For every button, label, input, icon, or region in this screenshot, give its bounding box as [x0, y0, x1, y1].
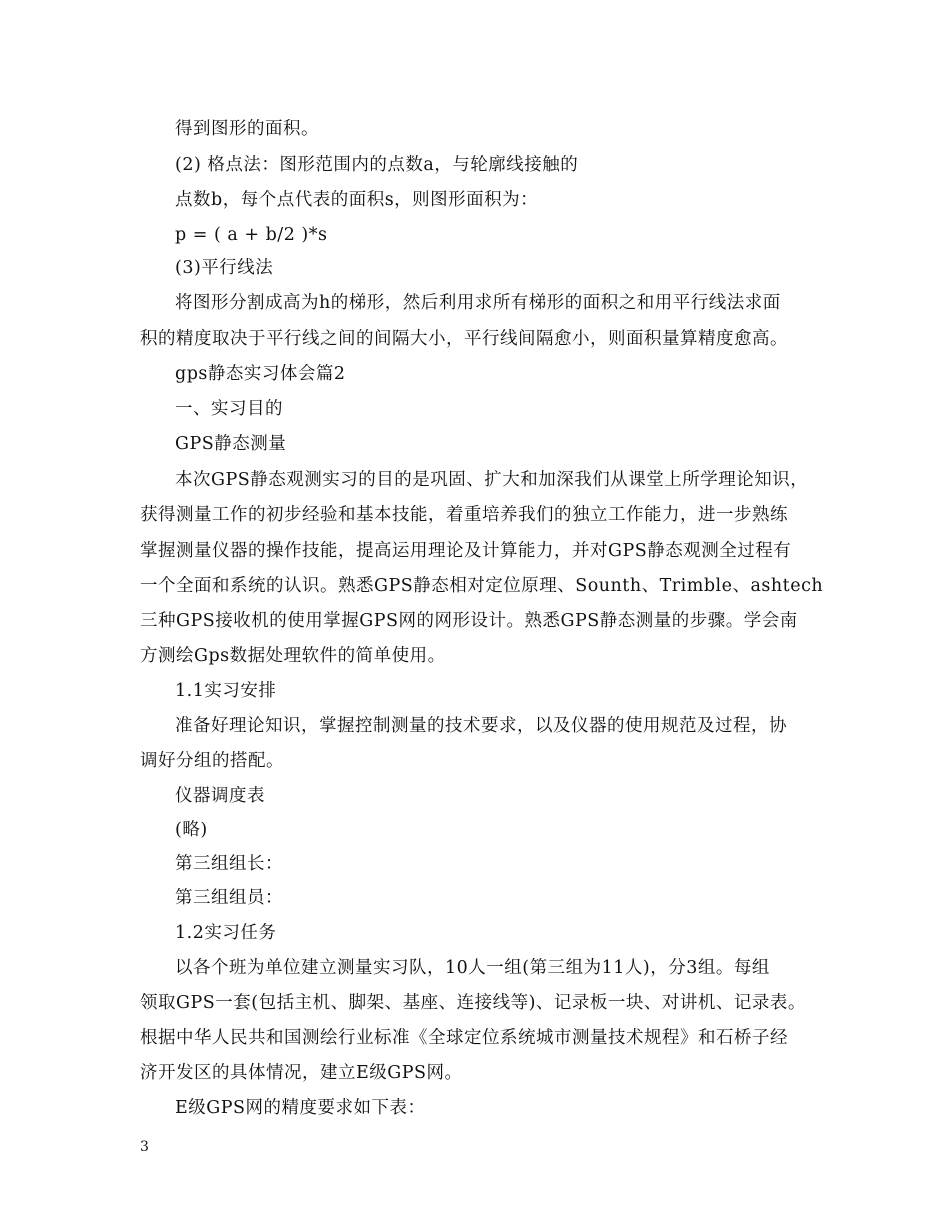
- paragraph-line: 掌握测量仪器的操作技能，提高运用理论及计算能力，并对GPS静态观测全过程有: [140, 541, 792, 561]
- paragraph-line: 积的精度取决于平行线之间的间隔大小，平行线间隔愈小，则面积量算精度愈高。: [140, 329, 788, 349]
- text-line: (2) 格点法：图形范围内的点数a，与轮廓线接触的: [175, 155, 579, 175]
- section-heading: 1.1实习安排: [175, 681, 277, 701]
- formula-line: p = ( a + b/2 )*s: [175, 225, 328, 245]
- paragraph-line: 根据中华人民共和国测绘行业标准《全球定位系统城市测量技术规程》和石桥子经: [140, 1028, 788, 1048]
- section-heading: 一、实习目的: [175, 399, 283, 419]
- section-heading: 1.2实习任务: [175, 923, 277, 943]
- text-line: 点数b，每个点代表的面积s，则图形面积为：: [175, 190, 539, 210]
- paragraph-line: 本次GPS静态观测实习的目的是巩固、扩大和加深我们从课堂上所学理论知识，: [175, 470, 809, 490]
- paragraph-line: 三种GPS接收机的使用掌握GPS网的网形设计。熟悉GPS静态测量的步骤。学会南: [140, 611, 798, 631]
- paragraph-line: 将图形分割成高为h的梯形，然后利用求所有梯形的面积之和用平行线法求面: [175, 293, 781, 313]
- text-line: 得到图形的面积。: [175, 119, 319, 139]
- text-line: 第三组组长：: [175, 854, 283, 874]
- paragraph-line: 调好分组的搭配。: [140, 751, 284, 771]
- article-heading: gps静态实习体会篇2: [175, 364, 346, 384]
- paragraph-line: 领取GPS一套(包括主机、脚架、基座、连接线等)、记录板一块、对讲机、记录表。: [140, 993, 806, 1013]
- text-line: (略): [175, 820, 208, 840]
- page-number: 3: [140, 1139, 149, 1155]
- paragraph-line: 方测绘Gps数据处理软件的简单使用。: [140, 646, 446, 666]
- paragraph-line: 以各个班为单位建立测量实习队，10人一组(第三组为11人)，分3组。每组: [175, 958, 770, 978]
- paragraph-line: 济开发区的具体情况，建立E级GPS网。: [140, 1063, 463, 1083]
- text-line: 第三组组员：: [175, 888, 283, 908]
- subsection-heading: GPS静态测量: [175, 434, 287, 454]
- text-line: E级GPS网的精度要求如下表：: [175, 1098, 426, 1118]
- paragraph-line: 一个全面和系统的认识。熟悉GPS静态相对定位原理、Sounth、Trimble、ashtech: [140, 576, 824, 596]
- paragraph-line: 准备好理论知识，掌握控制测量的技术要求，以及仪器的使用规范及过程，协: [175, 716, 787, 736]
- text-line: 仪器调度表: [175, 786, 265, 806]
- section-heading: (3)平行线法: [175, 258, 274, 278]
- paragraph-line: 获得测量工作的初步经验和基本技能，着重培养我们的独立工作能力，进一步熟练: [140, 505, 788, 525]
